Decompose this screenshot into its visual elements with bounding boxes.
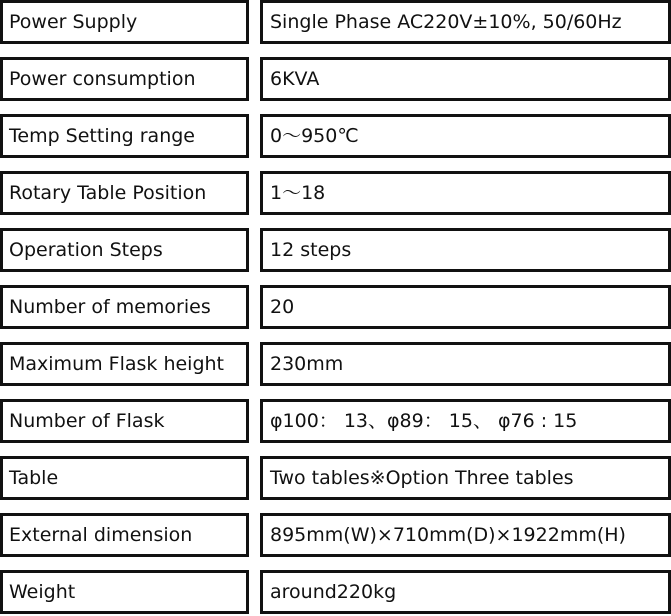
spec-label: Rotary Table Position	[0, 171, 249, 215]
spec-row-weight	[0, 570, 671, 614]
spec-row-operation-steps	[0, 228, 671, 272]
spec-row-external-dimension	[0, 513, 671, 557]
spec-value: 1〜18	[260, 171, 671, 215]
spec-value: Single Phase AC220V±10%, 50/60Hz	[260, 0, 671, 44]
spec-value: 6KVA	[260, 57, 671, 101]
spec-label: Maximum Flask height	[0, 342, 249, 386]
spec-value: 895mm(W)×710mm(D)×1922mm(H)	[260, 513, 671, 557]
spec-row-number-of-memories	[0, 285, 671, 329]
spec-value: φ100： 13、φ89： 15、 φ76 : 15	[260, 399, 671, 443]
spec-row-number-of-flask	[0, 399, 671, 443]
spec-value: 12 steps	[260, 228, 671, 272]
spec-label: Operation Steps	[0, 228, 249, 272]
spec-value: 230mm	[260, 342, 671, 386]
spec-row-maximum-flask-height	[0, 342, 671, 386]
spec-label: Weight	[0, 570, 249, 614]
spec-label: Table	[0, 456, 249, 500]
spec-label: External dimension	[0, 513, 249, 557]
spec-row-table	[0, 456, 671, 500]
spec-row-rotary-table-position	[0, 171, 671, 215]
spec-label: Power consumption	[0, 57, 249, 101]
spec-value: Two tables※Option Three tables	[260, 456, 671, 500]
spec-label: Number of Flask	[0, 399, 249, 443]
spec-value: around220kg	[260, 570, 671, 614]
spec-label: Number of memories	[0, 285, 249, 329]
spec-value: 20	[260, 285, 671, 329]
spec-row-power-consumption	[0, 57, 671, 101]
spec-row-temp-setting-range	[0, 114, 671, 158]
spec-value: 0〜950℃	[260, 114, 671, 158]
spec-row-power-supply	[0, 0, 671, 44]
spec-label: Temp Setting range	[0, 114, 249, 158]
spec-label: Power Supply	[0, 0, 249, 44]
